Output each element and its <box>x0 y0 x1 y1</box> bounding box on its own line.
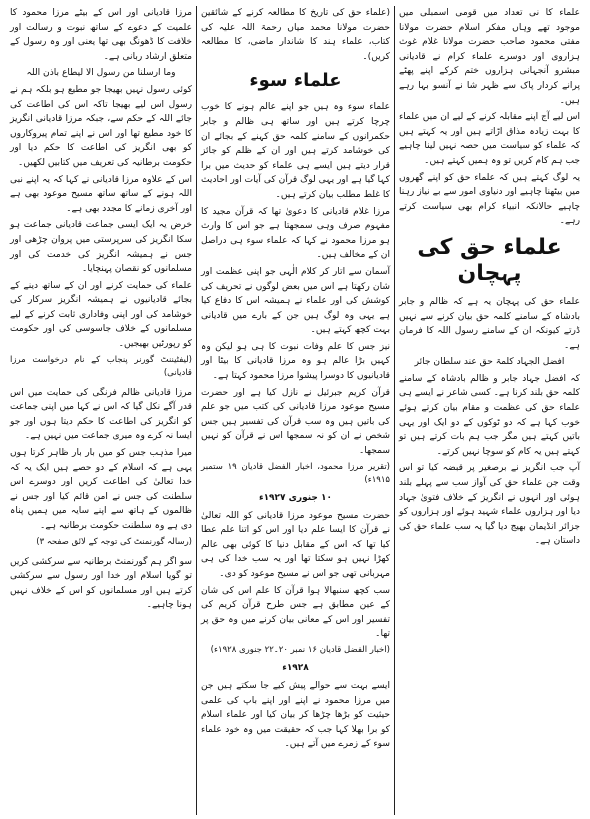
citation: (لیفٹیننٹ گورنر پنجاب کے نام درخواست مرزا قادیانی) <box>10 354 192 378</box>
paragraph: آسمان سے اتار کر کلام الٰہی جو اپنی عظمت اور شان رکھتا ہے اس میں بعض لوگوں نے تحریف کی کوشش کی اور علماء نے ہمیشہ اس کا دفاع کیا ہے یہی وہ لوگ ہیں جن کے بارے میں قادیانی بہت کچھ کہتے ہیں۔ <box>201 266 390 336</box>
paragraph: علماء کا نی تعداد میں قومی اسمبلی میں موجود تھے وہاں مفکر اسلام حضرت مولانا مفتی محمود صاحب حضرت مولانا غلام غوث ہزاروی اور دوسرے علماء کرام نے قادیانی مبشرو آنجہانی ہزاروں ختم کرکے اپنے پھٹے پرانے کردار پاک سے ظہر شا نے آنسو بہا رہے ہیں۔ <box>399 8 580 106</box>
paragraph: اس لیے آج اپنے مقابلہ کرنے کے لیے ان میں علماء کا بہت زیادہ مذاق اڑاتے ہیں اور یہ کہتے ہیں کہ علماء کو سیاست میں حصہ نہیں لینا چاہیے جب ہم کام کریں تو وہ ہمیں کہتے ہیں۔ <box>399 112 580 166</box>
date-line: ۱۰ جنوری ۱۹۲۷ء <box>258 492 333 503</box>
column-right <box>394 6 584 815</box>
paragraph: آپ جب انگریز نے برصغیر پر قبضہ کیا تو اس وقت جن علماء حق کی آواز سب سے پہلے بلند ہوئی اور انہوں نے انگریز کے خلاف فتویٰ جہاد دیا اور ہزاروں علماء شہید ہوئے اور ہزاروں کو جزائر انڈیمان بھیج دیا گیا یہ سب علماء حق کی داستان ہے۔ <box>399 463 580 547</box>
date-line: ۱۹۲۸ء <box>282 662 309 673</box>
paragraph: کوئی رسول نہیں بھیجا جو مطیع ہو بلکہ ہم نے رسول اس لیے بھیجا تاکہ اس کی اطاعت کی جائے اللہ کے حکم سے، جبکہ مرزا قادیانی انگریز کا خود مطیع تھا اور اس نے اپنے تمام پیروکاروں کو بھی انگریز کی اطاعت کا حکم دیا اور حکومت برطانیہ کی تعریف میں کتابیں لکھیں۔ <box>10 84 192 168</box>
hadith-quote: افضل الجہاد کلمۃ حق عند سلطان جائر <box>414 357 565 368</box>
column-left <box>6 6 196 815</box>
paragraph: علماء حق کی پہچان یہ ہے کہ ظالم و جابر بادشاہ کے سامنے کلمہ حق بیان کرنے سے نہیں ڈرتے کیونکہ ان کے سامنے رسول اللہ کا فرمان ہے۔ <box>399 296 580 351</box>
paragraph: ایسے بہت سے حوالے پیش کیے جا سکتے ہیں جن میں مرزا محمود نے اپنے اور اپنے باپ کی علمی حیثیت کو بڑھا چڑھا کر بیان کیا اور علماء اسلام کو برا بھلا کہا جب کہ حقیقت میں وہ خود علماء سوء کے زمرے میں آتے ہیں۔ <box>201 680 390 750</box>
paragraph: نیز جس کا علم وفات نبوت کا ہی ہو لیکن وہ کہیں بڑا عالم ہو وہ مرزا قادیانی کا بیٹا اور قادیانیوں کا دوسرا پیشوا مرزا محمود کہتا ہے۔ <box>201 341 390 382</box>
paragraph: سو اگر ہم گورنمنٹ برطانیہ سے سرکشی کریں تو گویا اسلام اور خدا اور رسول سے سرکشی کرتے ہیں اور مسلمانوں کو اس کے خلاف نہیں ہونا چاہیے۔ <box>10 556 192 611</box>
paragraph: اس کے علاوہ مرزا قادیانی نے کہا کہ یہ اپنے نبی اللہ ہونے کے ساتھ ساتھ مسیح موعود بھی ہے اور آخری زمانے کا مجدد بھی ہے۔ <box>10 174 192 214</box>
paragraph: (علماء حق کی تاریخ کا مطالعہ کرنے کے شائقین حضرت مولانا محمد میاں رحمۃ اللہ علیہ کی کتاب، علماء ہند کا شاندار ماضی، کا مطالعہ کریں)۔ <box>201 8 390 62</box>
paragraph: مرزا قادیانی اور اس کے بیٹے مرزا محمود کا علمیت کے دعوے کے ساتھ نبوت و رسالت اور خلافت کا ڈھونگ بھی تھا یعنی اور وہ رسول کے متعلق ارشاد ربانی ہے۔ <box>10 8 192 62</box>
paragraph: خرض یہ ایک ایسی جماعت قادیانی جماعت ہو سکا انگریز کی سرپرستی میں پروان چڑھی اور جس نے ہمیشہ انگریز کی خدمت کی اور مسلمانوں کو نقصان پہنچایا۔ <box>10 220 192 275</box>
paragraph: کہ افضل جہاد جابر و ظالم بادشاہ کے سامنے کلمہ حق بلند کرنا ہے۔ کسی شاعر نے ایسے ہی علماء حق کی عظمت و مقام بیان کرتے ہوئے خوب کہا ہے کہ دو ٹوکوں کے دو ایک اور یہی باتیں کہتے ہیں مگر جب ہم بات کرتے ہیں تو کہتے ہیں یہ کام کو سوچا نہیں کرتے۔ <box>399 373 580 457</box>
column-middle <box>196 6 394 815</box>
paragraph: علماء کی حمایت کرنے اور ان کے ساتھ دینے کے بجائے قادیانیوں نے ہمیشہ انگریز سرکار کی خوشامد کی اور اپنی وفاداری ثابت کرنے کے لیے مسلمانوں کے خلاف جاسوسی کی اور حکومت کو رپورٹیں بھیجیں۔ <box>10 280 192 350</box>
paragraph: حضرت مسیح موعود مرزا قادیانی کو اللہ تعالیٰ نے قرآن کا ایسا علم دیا اور اس کو اتنا علم عطا کیا تھا کہ اس کے مقابل دنیا کا کوئی بھی عالم کھڑا نہیں ہو سکتا تھا اور یہ سب خدا کی ہی مہربانی تھی جو اس نے مسیح موعود کو دی۔ <box>201 510 390 579</box>
citation: (تقریر مرزا محمود، اخبار الفضل قادیان ۱۹ ستمبر ۱۹۱۵ء) <box>201 461 391 485</box>
citation: (رسالہ گورنمنٹ کی توجہ کے لائق صفحہ ۳) <box>36 536 192 547</box>
section-heading: علماء سوء <box>249 70 342 92</box>
section-heading: علماء حق کی پہچان <box>417 234 562 286</box>
paragraph: مرزا غلام قادیانی کا دعویٰ تھا کہ قرآن مجید کا مفہوم صرف وہی سمجھتا ہے جو اس کا وارث ہو مرزا محمود نے کہا کہ علماء سوء ہی دراصل ان کے مخالف ہیں۔ <box>201 206 390 261</box>
citation: (اخبار الفضل قادیان ۱۶ نمبر ۲۰۔۲۲ جنوری ۱۹۲۸ء) <box>210 644 390 655</box>
paragraph: قرآن کریم جبرئیل نے نازل کیا ہے اور حضرت مسیح موعود مرزا قادیانی کی کتب میں جو علم کی باتیں ہیں وہ سب قرآن کی تفسیر ہیں جس شخص نے ان کو نہ سمجھا اس نے قرآن کو نہیں سمجھا۔ <box>201 387 390 457</box>
paragraph: سب کچھ سنبھالا ہوا قرآن کا علم اس کی شان کے عین مطابق ہے جس طرح قرآن کریم کی تفسیر اور اس کے معانی بیان کرنے میں وہ حق پر تھا۔ <box>201 585 390 640</box>
paragraph: میرا مذہب جس کو میں بار بار ظاہر کرتا ہوں یہی ہے کہ اسلام کے دو حصے ہیں ایک یہ کہ خدا تعالیٰ کی اطاعت کریں اور دوسرے اس سلطنت کی جس نے امن قائم کیا اور جس نے ظالموں کے ہاتھ سے اپنے سایہ میں ہمیں پناہ دی ہے وہ سلطنت حکومت برطانیہ ہے۔ <box>10 448 192 531</box>
paragraph: یہ لوگ کہتے ہیں کہ علماء حق کو اپنے گھروں میں بیٹھنا چاہیے اور دنیاوی امور سے بے نیاز رہنا چاہیے حالانکہ انبیاء کرام بھی سیاست کرتے رہے۔ <box>399 172 580 227</box>
paragraph: علماء سوء وہ ہیں جو اپنے عالم ہونے کا خوب چرچا کرتے ہیں اور ساتھ ہی ظالم و جابر حکمرانوں کے سامنے کلمہ حق کہنے کے بجائے ان کی خوشامد کرتے ہیں اور ان کے ظلم کو جائز قرار دیتے ہیں ایسے ہی علماء کو حدیث میں برا کہا گیا ہے اور یہی لوگ قرآن کی آیات اور احادیث کا غلط مطلب بیان کرتے ہیں۔ <box>201 102 390 200</box>
paragraph: مرزا قادیانی ظالم فرنگی کی حمایت میں اس قدر آگے نکل گیا کہ اس نے کہا میں اپنی جماعت کو انگریز کی اطاعت کا حکم دیتا ہوں اور جو ایسا نہ کرے وہ میری جماعت میں نہیں ہے۔ <box>10 387 192 442</box>
quran-quote: وما ارسلنا من رسول الا لیطاع باذن اللہ <box>26 68 176 79</box>
